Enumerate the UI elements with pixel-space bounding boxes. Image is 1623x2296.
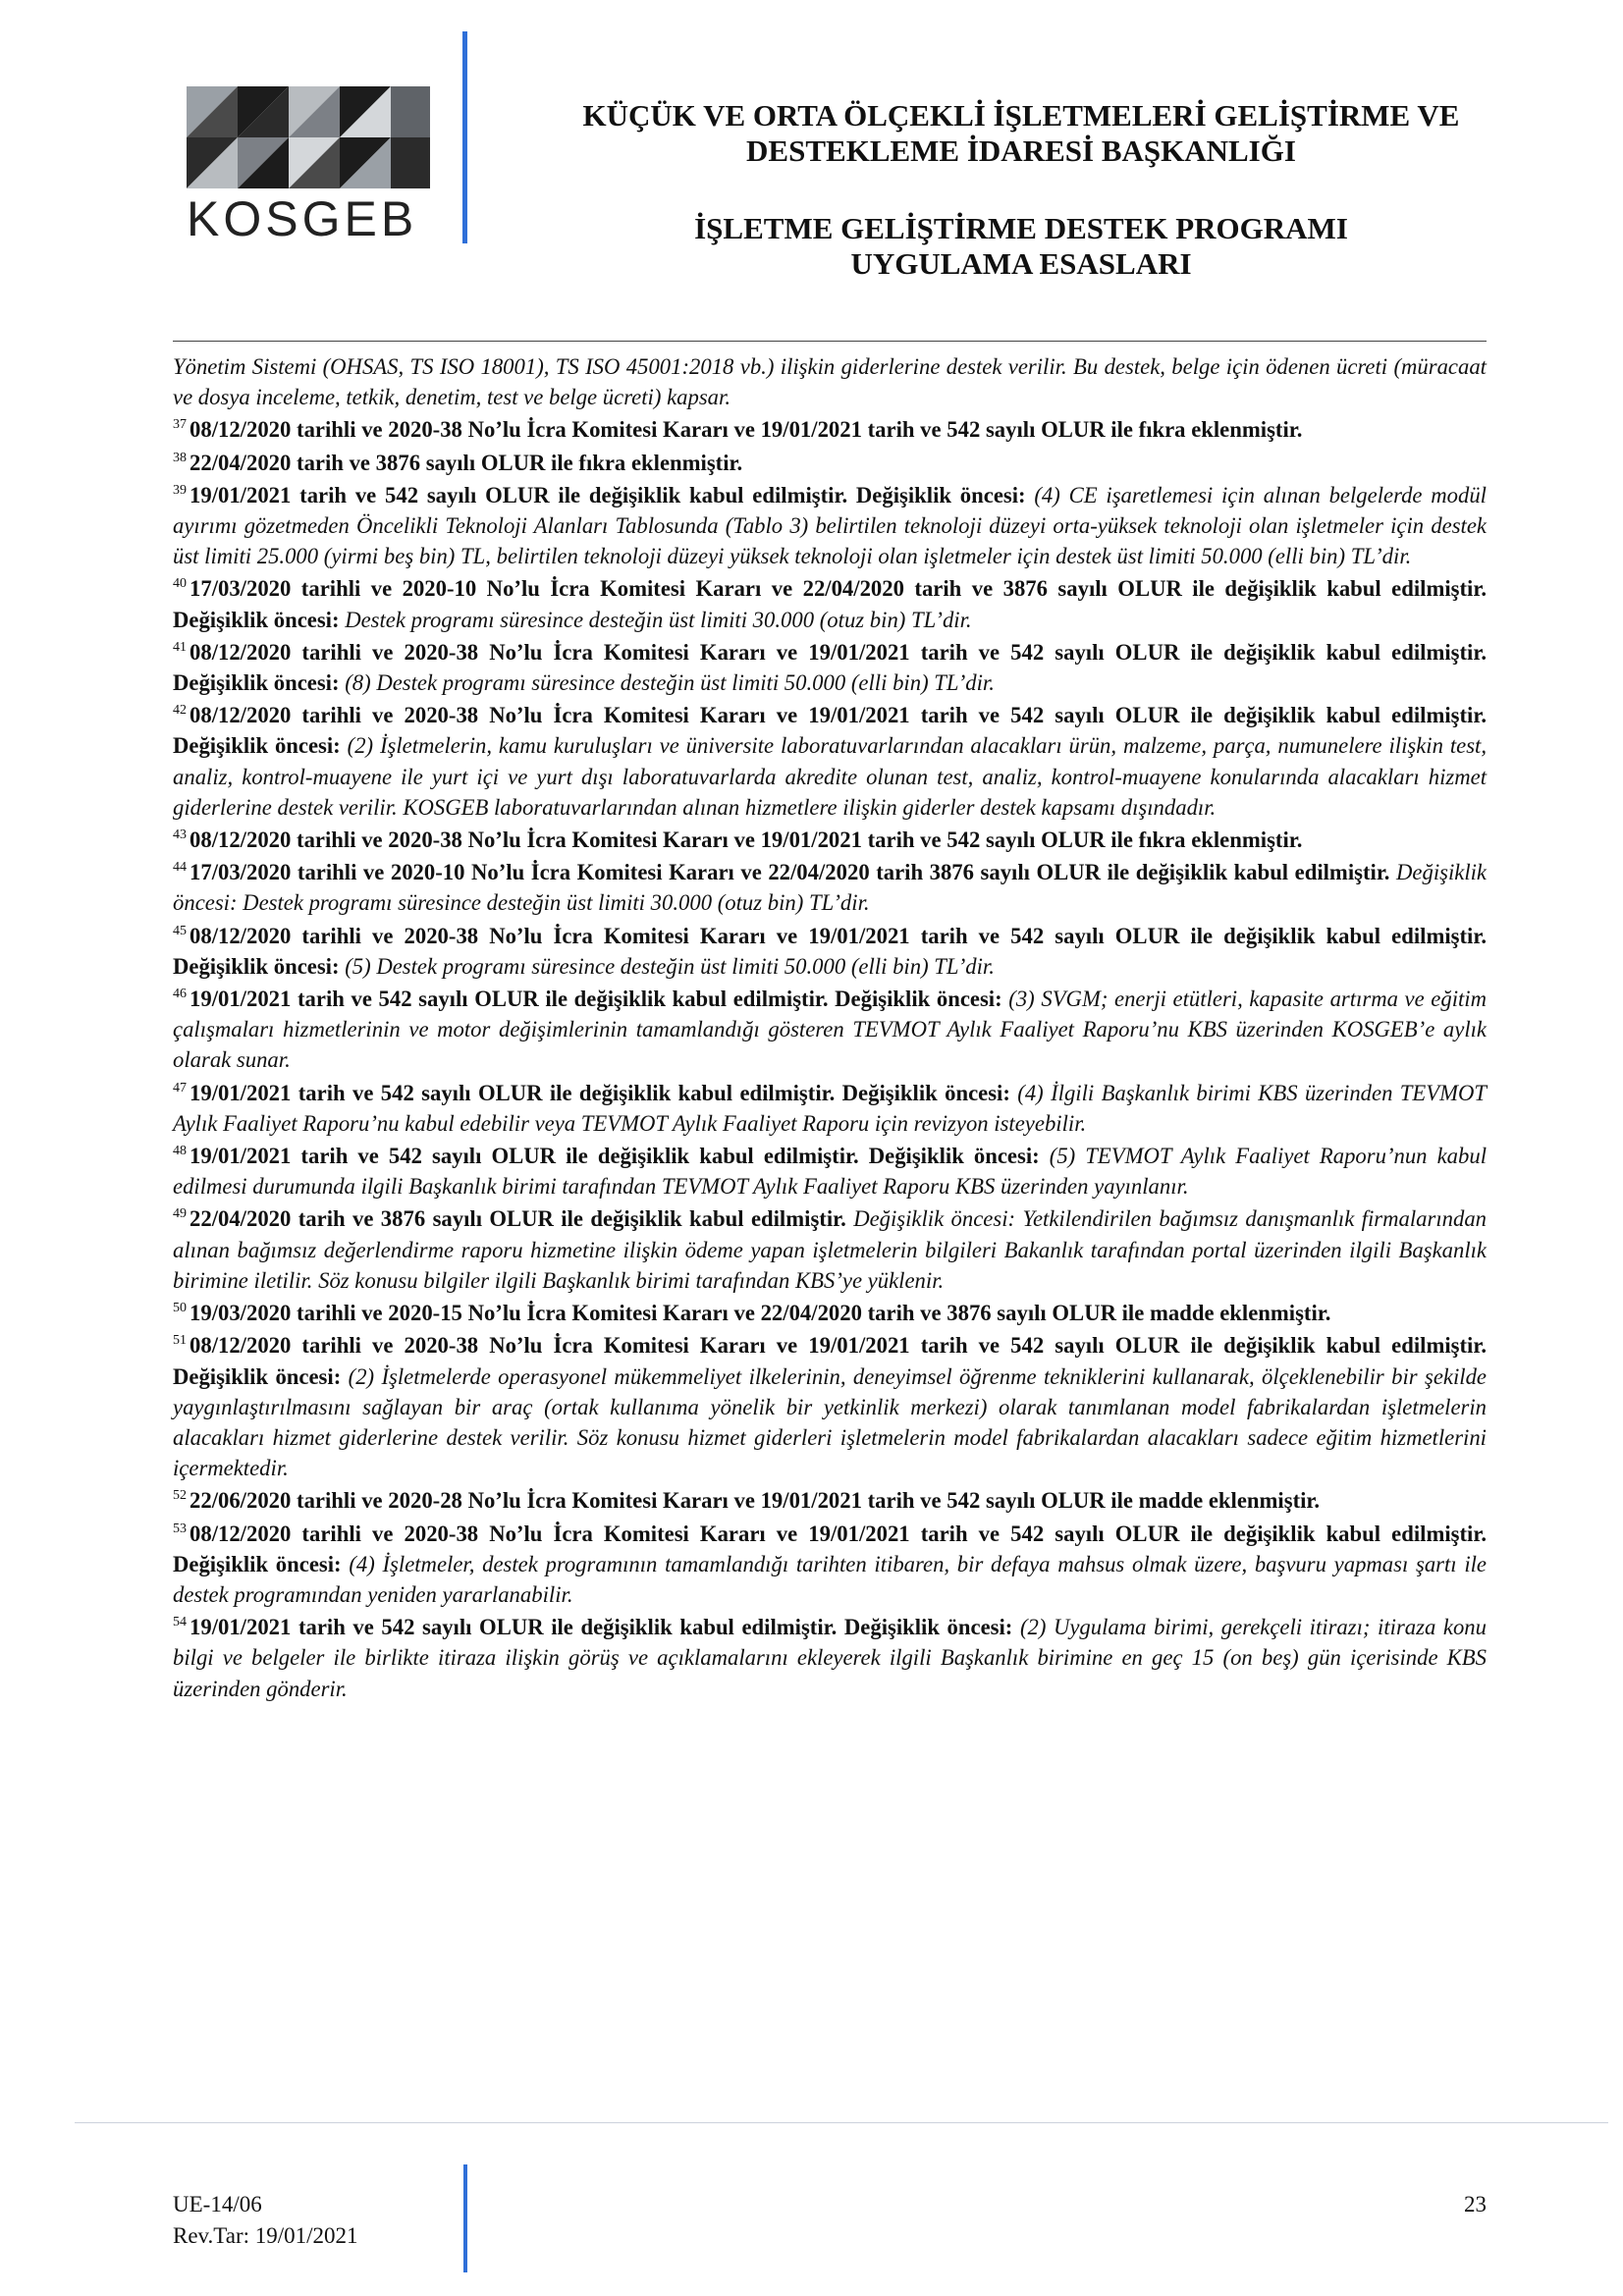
footnote-prior-text: (5) TEVMOT Aylık Faaliyet Raporu’nun kabul edilmesi durumunda ilgili Başkanlık birimi tarafından TEVMOT Aylık Faaliyet Raporu KBS üzerinden yayınlanır. xyxy=(173,1144,1488,1200)
footnote-50 xyxy=(173,1298,1487,1328)
footnote-prior-label: Değişiklik öncesi: xyxy=(855,482,1026,507)
header-divider xyxy=(462,31,467,243)
footnote-amendment-ref: 17/03/2020 tarihli ve 2020-10 No’lu İcra Komitesi Kararı ve 22/04/2020 tarih ve 3876 sayılı OLUR ile değişiklik kabul edilmiştir. xyxy=(189,576,1487,602)
footnote-48 xyxy=(173,1141,1487,1201)
footnote-prior-label: Değişiklik öncesi: xyxy=(173,1363,342,1389)
footnote-45 xyxy=(173,921,1487,982)
footnote-52 xyxy=(173,1485,1487,1516)
footnote-prior-text: (2) İşletmelerin, kamu kuruluşları ve üniversite laboratuvarlarından alacakları ürün, malzeme, parça, numunelere ilişkin test, analiz, kontrol-muayene ile yurt içi ve yurt dışı laboratuvarlarda akredite olunan test, analiz, kontrol-muayene konularında alacakları hizmet giderlerine destek verilir. KOSGEB laboratuvarlarından alınan hizmetlere ilişkin giderler destek kapsamı dışındadır. xyxy=(173,733,1488,820)
footnote-37 xyxy=(173,414,1487,445)
footnote-amendment-ref: 19/01/2021 tarih ve 542 sayılı OLUR ile değişiklik kabul edilmiştir. xyxy=(189,1080,836,1105)
footnote-46 xyxy=(173,984,1487,1076)
document-title-line: UYGULAMA ESASLARI xyxy=(850,246,1192,281)
footer-doc-info xyxy=(173,2189,358,2252)
footnote-38 xyxy=(173,448,1487,478)
footnote-prior-label: Değişiklik öncesi: xyxy=(173,1551,342,1576)
footnote-prior-text: Değişiklik öncesi: Yetkilendirilen bağımsız danışmanlık firmalarından alınan bağımsız değerlendirme raporu hizmetine ilişkin ödeme yapan işletmelerin bilgileri Bakanlık tarafından portal üzerinden ilgili Başkanlık birimine iletilir. Söz konusu bilgiler ilgili Başkanlık birimi tarafından KBS’ye yüklenir. xyxy=(173,1206,1488,1293)
footnote-number: 39 xyxy=(173,482,187,498)
footnote-prior-text: (4) İşletmeler, destek programının tamamlandığı tarihten itibaren, bir defaya mahsus olmak üzere, başvuru yapması şartı ile destek programından yeniden yararlanabilir. xyxy=(173,1551,1488,1607)
footnote-amendment-ref: 08/12/2020 tarihli ve 2020-38 No’lu İcra Komitesi Kararı ve 19/01/2021 tarih ve 542 sayılı OLUR ile değişiklik kabul edilmiştir. xyxy=(189,703,1487,728)
footnote-amendment-ref: 19/01/2021 tarih ve 542 sayılı OLUR ile değişiklik kabul edilmiştir. xyxy=(189,1615,838,1640)
footnote-prior-label: Değişiklik öncesi: xyxy=(868,1144,1040,1169)
footnote-49 xyxy=(173,1203,1487,1296)
footnote-amendment-ref: 19/03/2020 tarihli ve 2020-15 No’lu İcra Komitesi Kararı ve 22/04/2020 tarih ve 3876 sayılı OLUR ile madde eklenmiştir. xyxy=(189,1301,1331,1326)
document-title-line: İŞLETME GELİŞTİRME DESTEK PROGRAMI xyxy=(694,211,1348,245)
footnote-43 xyxy=(173,825,1487,855)
footnote-amendment-ref: 08/12/2020 tarihli ve 2020-38 No’lu İcra Komitesi Kararı ve 19/01/2021 tarih ve 542 sayılı OLUR ile değişiklik kabul edilmiştir. xyxy=(189,1521,1487,1546)
footnote-number: 49 xyxy=(173,1206,187,1222)
footnote-list xyxy=(173,414,1487,1703)
logo-wordmark: KOSGEB xyxy=(187,191,418,246)
footnote-number: 42 xyxy=(173,703,187,719)
page-number: 23 xyxy=(1464,2192,1487,2216)
footnote-number: 47 xyxy=(173,1080,187,1095)
footnotes-body xyxy=(173,351,1487,1706)
footnote-47 xyxy=(173,1078,1487,1139)
footnote-amendment-ref: 19/01/2021 tarih ve 542 sayılı OLUR ile değişiklik kabul edilmiştir. xyxy=(189,987,829,1012)
footnote-number: 41 xyxy=(173,639,187,655)
footnote-prior-label: Değişiklik öncesi: xyxy=(173,953,340,979)
footnote-number: 48 xyxy=(173,1144,187,1159)
footnote-number: 53 xyxy=(173,1521,187,1536)
footnote-number: 51 xyxy=(173,1333,187,1349)
doc-code: UE-14/06 xyxy=(173,2192,262,2216)
footnote-prior-text: (2) İşletmelerde operasyonel mükemmeliyet ilkelerinin, deneyimsel öğrenme tekniklerini kullanarak, ölçeklenebilir bir şekilde yaygınlaştırılmasını sağlayan bir araç (ortak kullanıma yönelik bir yetkinlik merkezi) olarak tanımlanan model fabrikalardan işletmelerin alacakları hizmet giderlerine destek verilir. Söz konusu hizmet giderleri işletmelerin model fabrikalardan alacakları sadece eğitim hizmetlerini içermektedir. xyxy=(173,1363,1487,1481)
footer-divider xyxy=(463,2164,467,2272)
footnote-amendment-ref: 19/01/2021 tarih ve 542 sayılı OLUR ile değişiklik kabul edilmiştir. xyxy=(189,1144,859,1169)
footnote-prior-label: Değişiklik öncesi: xyxy=(173,670,340,696)
footnote-prior-label: Değişiklik öncesi: xyxy=(835,987,1002,1012)
footnote-prior-label: Değişiklik öncesi: xyxy=(843,1615,1013,1640)
footnote-amendment-ref: 08/12/2020 tarihli ve 2020-38 No’lu İcra Komitesi Kararı ve 19/01/2021 tarih ve 542 sayılı OLUR ile fıkra eklenmiştir. xyxy=(189,828,1303,853)
org-name-line: DESTEKLEME İDARESİ BAŞKANLIĞI xyxy=(746,133,1296,168)
footnote-number: 37 xyxy=(173,417,187,433)
footnote-amendment-ref: 08/12/2020 tarihli ve 2020-38 No’lu İcra Komitesi Kararı ve 19/01/2021 tarih ve 542 sayılı OLUR ile fıkra eklenmiştir. xyxy=(189,417,1303,443)
kosgeb-logo-mark xyxy=(187,86,430,188)
footnote-number: 52 xyxy=(173,1488,187,1504)
footnote-prior-text: (4) CE işaretlemesi için alınan belgelerde modül ayırımı gözetmeden Öncelikli Teknoloji Alanları Tablosunda (Tablo 3) belirtilen teknoloji düzeyi orta-yüksek teknoloji olan işletmeler için destek üst limiti 25.000 (yirmi beş bin) TL, belirtilen teknoloji düzeyi yüksek teknoloji olan işletmeler için destek üst limiti 50.000 (elli bin) TL’dir. xyxy=(173,482,1487,569)
footnote-42 xyxy=(173,700,1487,823)
org-name xyxy=(491,98,1551,169)
footnote-number: 44 xyxy=(173,860,187,876)
footnote-amendment-ref: 19/01/2021 tarih ve 542 sayılı OLUR ile değişiklik kabul edilmiştir. xyxy=(189,482,848,507)
footnote-54 xyxy=(173,1612,1487,1704)
footnote-number: 50 xyxy=(173,1301,187,1316)
footnote-40 xyxy=(173,573,1487,634)
footnote-amendment-ref: 22/04/2020 tarih ve 3876 sayılı OLUR ile değişiklik kabul edilmiştir. xyxy=(189,1206,846,1232)
footnote-39 xyxy=(173,480,1487,572)
kosgeb-logo xyxy=(187,86,430,248)
footnote-amendment-ref: 22/04/2020 tarih ve 3876 sayılı OLUR ile fıkra eklenmiştir. xyxy=(189,450,743,475)
footnote-prior-label: Değişiklik öncesi: xyxy=(841,1080,1010,1105)
intro-paragraph xyxy=(173,351,1487,412)
footnote-44 xyxy=(173,857,1487,918)
footnote-amendment-ref: 17/03/2020 tarihli ve 2020-10 No’lu İcra Komitesi Kararı ve 22/04/2020 tarih 3876 sayılı OLUR ile değişiklik kabul edilmiştir. xyxy=(189,860,1390,885)
footnote-51 xyxy=(173,1330,1487,1483)
footnote-prior-text: (5) Destek programı süresince desteğin üst limiti 50.000 (elli bin) TL’dir. xyxy=(345,953,995,979)
document-title xyxy=(491,211,1551,282)
footnote-amendment-ref: 08/12/2020 tarihli ve 2020-38 No’lu İcra Komitesi Kararı ve 19/01/2021 tarih ve 542 sayılı OLUR ile değişiklik kabul edilmiştir. xyxy=(189,923,1487,948)
footnote-41 xyxy=(173,637,1487,698)
org-name-line: KÜÇÜK VE ORTA ÖLÇEKLİ İŞLETMELERİ GELİŞTİRME VE xyxy=(582,98,1460,133)
footnote-prior-label: Değişiklik öncesi: xyxy=(173,733,341,759)
footnote-number: 45 xyxy=(173,923,187,938)
footer-rule xyxy=(75,2122,1608,2123)
footnote-prior-text: (4) İlgili Başkanlık birimi KBS üzerinden TEVMOT Aylık Faaliyet Raporu’nu kabul edebilir veya TEVMOT Aylık Faaliyet Raporu için revizyon isteyebilir. xyxy=(173,1080,1488,1136)
footnote-prior-label: Değişiklik öncesi: xyxy=(173,607,340,632)
footnote-number: 40 xyxy=(173,576,187,592)
intro-text: Yönetim Sistemi (OHSAS, TS ISO 18001), TS ISO 45001:2018 vb.) ilişkin giderlerine destek verilir. Bu destek, belge için ödenen ücreti (müracaat ve dosya inceleme, tetkik, denetim, test ve belge ücreti) kapsar. xyxy=(173,354,1487,410)
revision-date: Rev.Tar: 19/01/2021 xyxy=(173,2223,358,2248)
footnote-number: 54 xyxy=(173,1615,187,1630)
footnote-prior-text: (3) SVGM; enerji etütleri, kapasite artırma ve eğitim çalışmaları hizmetlerinin ve motor değişimlerinin tamamlandığı gösteren TEVMOT Aylık Faaliyet Raporu’nu KBS üzerinden KOSGEB’e aylık olarak sunar. xyxy=(173,987,1487,1073)
header-rule xyxy=(173,341,1487,342)
footnote-number: 46 xyxy=(173,987,187,1002)
footnote-prior-text: (8) Destek programı süresince desteğin üst limiti 50.000 (elli bin) TL’dir. xyxy=(345,670,995,696)
footnote-prior-text: (2) Uygulama birimi, gerekçeli itirazı; itiraza konu bilgi ve belgeler ile birlikte itiraza ilişkin görüş ve açıklamalarını ekleyerek ilgili Başkanlık birimine en geç 15 (on beş) gün içerisinde KBS üzerinden gönderir. xyxy=(173,1615,1487,1701)
footnote-number: 38 xyxy=(173,450,187,465)
footnote-amendment-ref: 08/12/2020 tarihli ve 2020-38 No’lu İcra Komitesi Kararı ve 19/01/2021 tarih ve 542 sayılı OLUR ile değişiklik kabul edilmiştir. xyxy=(189,1333,1487,1359)
footnote-prior-text: Değişiklik öncesi: Destek programı süresince desteğin üst limiti 30.000 (otuz bin) TL’dir. xyxy=(173,860,1487,916)
footnote-53 xyxy=(173,1519,1487,1611)
footnote-amendment-ref: 22/06/2020 tarihli ve 2020-28 No’lu İcra Komitesi Kararı ve 19/01/2021 tarih ve 542 sayılı OLUR ile madde eklenmiştir. xyxy=(189,1488,1321,1514)
footnote-amendment-ref: 08/12/2020 tarihli ve 2020-38 No’lu İcra Komitesi Kararı ve 19/01/2021 tarih ve 542 sayılı OLUR ile değişiklik kabul edilmiştir. xyxy=(189,639,1487,665)
footnote-prior-text: Destek programı süresince desteğin üst limiti 30.000 (otuz bin) TL’dir. xyxy=(345,607,972,632)
footnote-number: 43 xyxy=(173,828,187,843)
